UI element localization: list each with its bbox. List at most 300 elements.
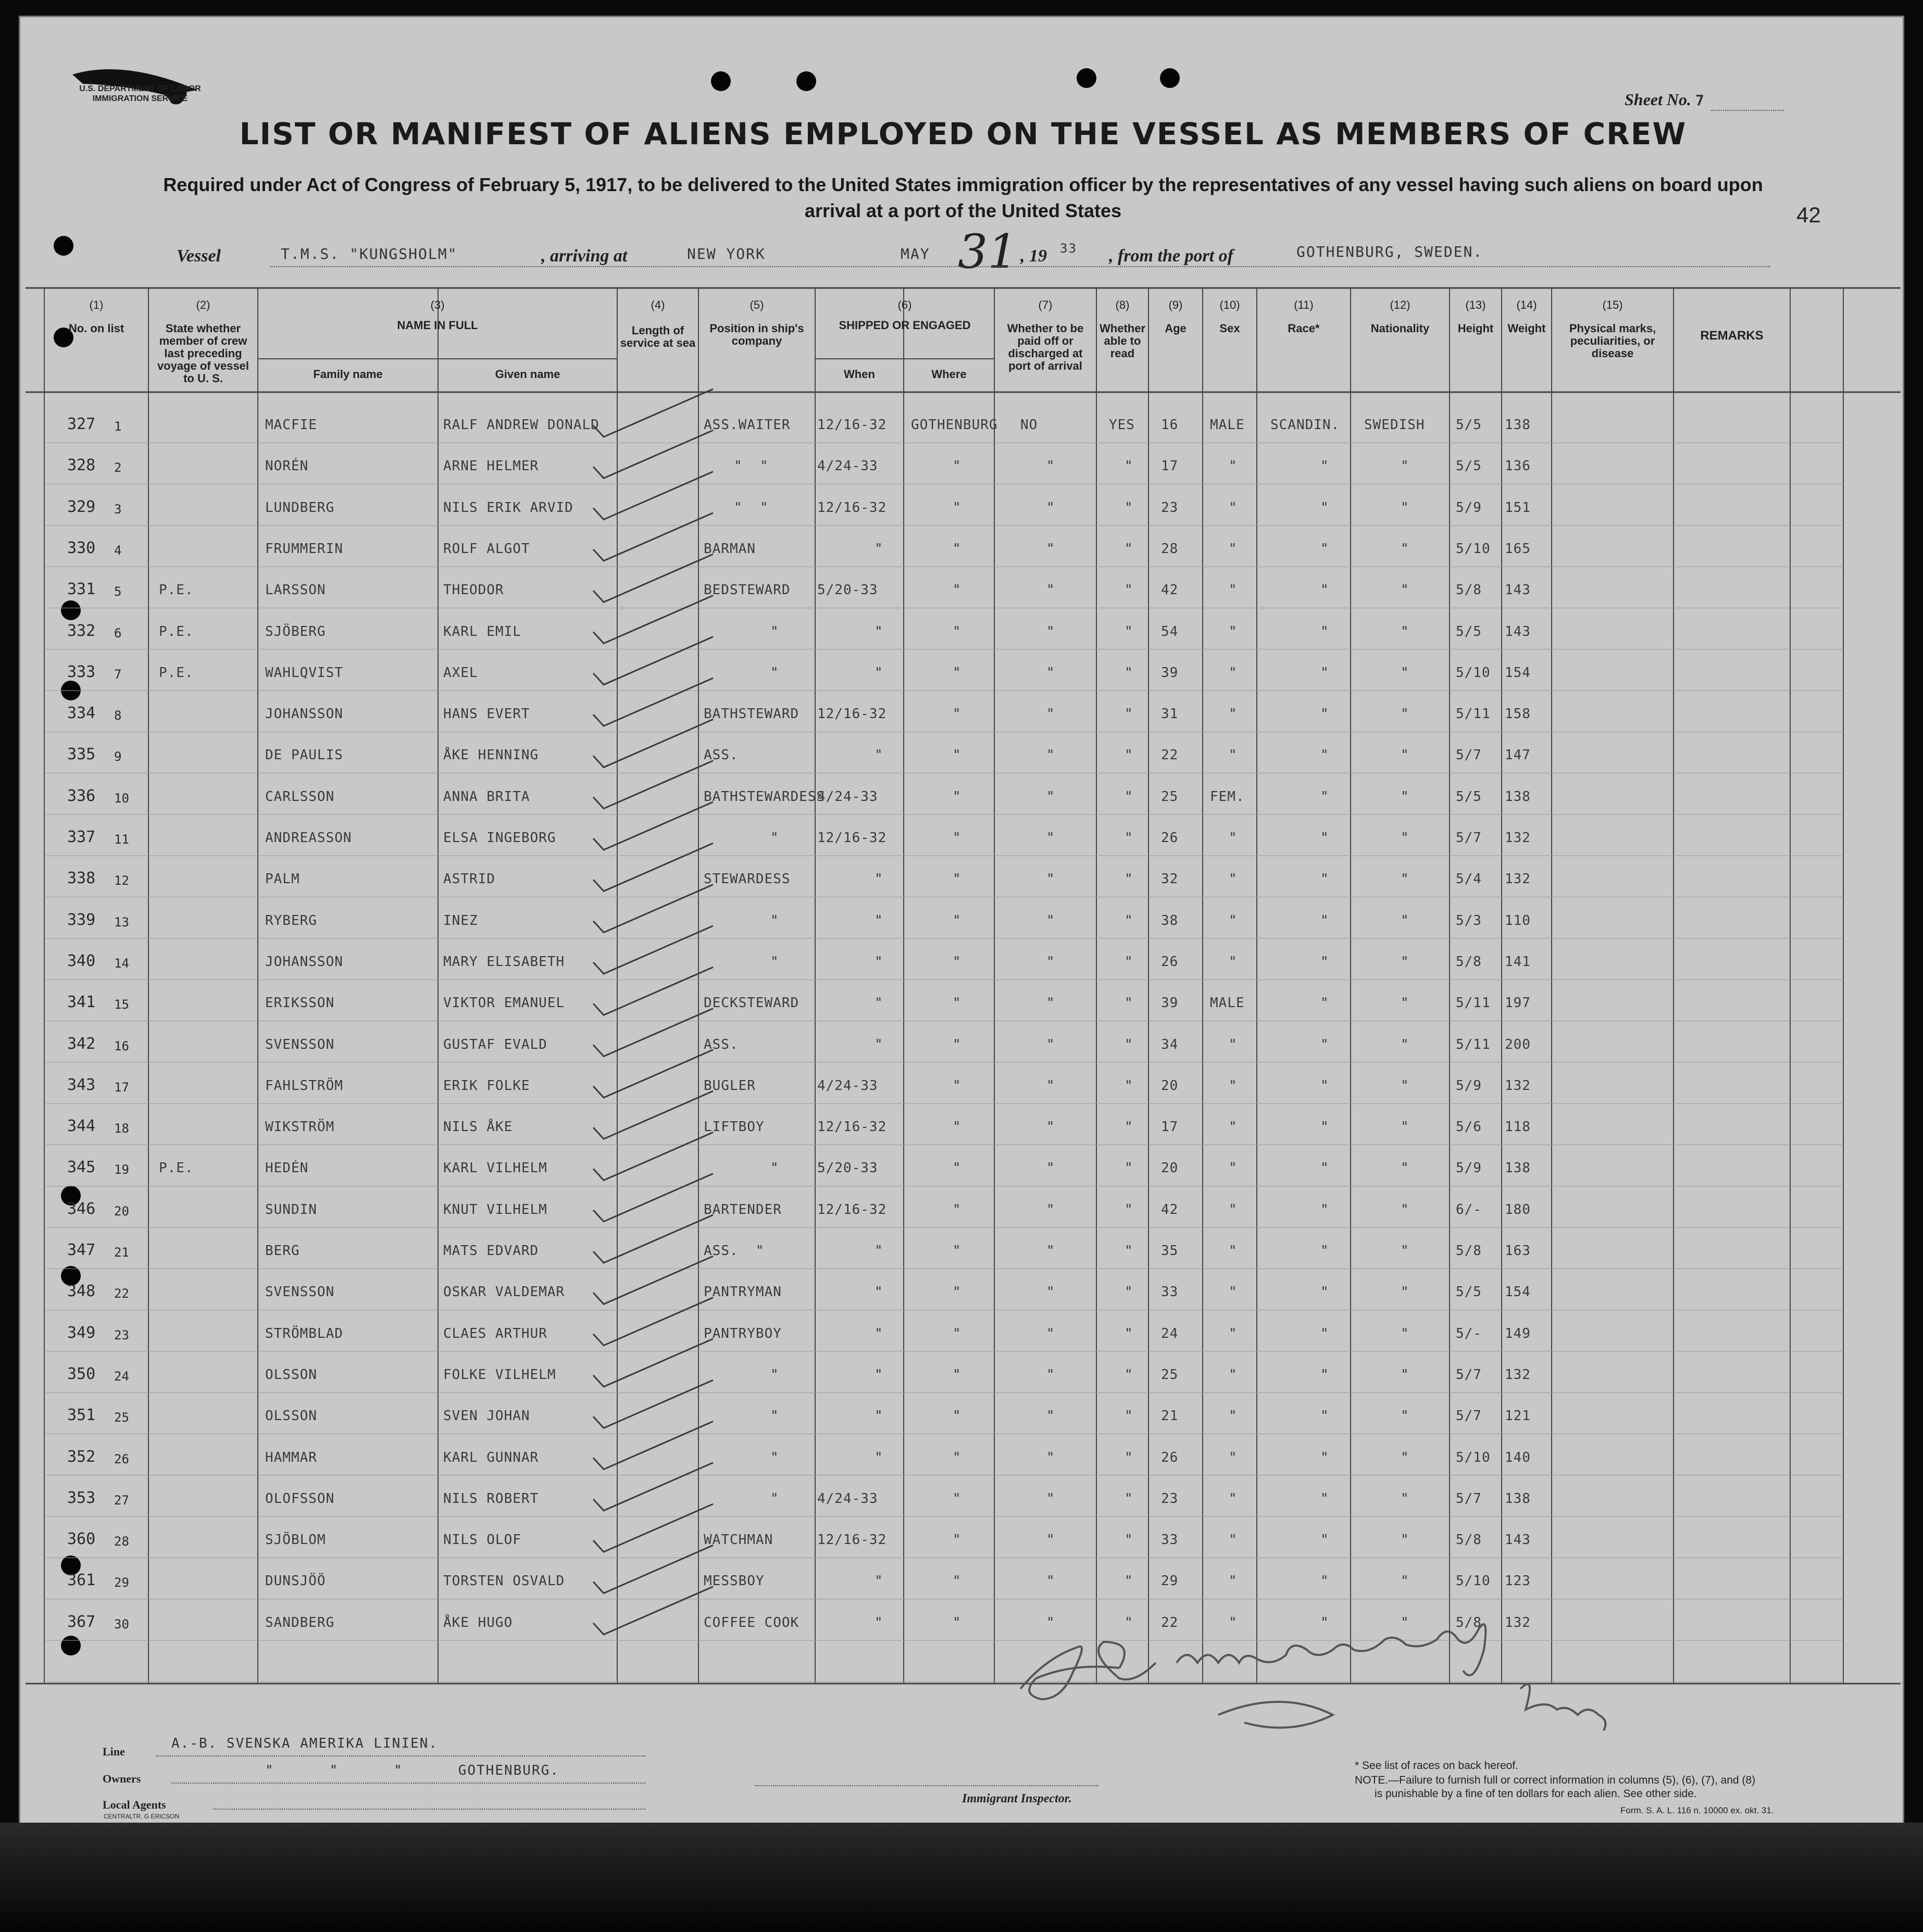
age-cell: 23 xyxy=(1161,1490,1179,1507)
list-number: 4 xyxy=(114,543,122,558)
position-cell: " xyxy=(770,1449,779,1465)
service-name: IMMIGRATION SERVICE xyxy=(92,94,188,103)
shipped-where-cell: " xyxy=(953,1408,962,1424)
given-name-cell: KNUT VILHELM xyxy=(443,1201,547,1218)
margin-number: 349 xyxy=(67,1323,96,1342)
race-cell: " xyxy=(1320,1077,1329,1094)
position-cell: " xyxy=(770,1160,779,1176)
shipped-when-cell: " xyxy=(875,912,883,929)
height-cell: 5/5 xyxy=(1456,623,1482,639)
shipped-when-cell: " xyxy=(875,1366,883,1383)
sex-cell: " xyxy=(1229,1036,1238,1052)
subtitle-line-2: arrival at a port of the United States xyxy=(804,200,1122,221)
weight-cell: 154 xyxy=(1505,664,1531,681)
sex-cell: " xyxy=(1229,830,1238,846)
able-to-read-cell: " xyxy=(1125,664,1133,681)
family-name-cell: ERIKSSON xyxy=(265,995,335,1011)
race-cell: " xyxy=(1320,499,1329,516)
race-cell: " xyxy=(1320,954,1329,970)
family-name-cell: FRUMMERIN xyxy=(265,541,343,557)
paid-off-cell: " xyxy=(1046,954,1055,970)
nationality-cell: " xyxy=(1401,623,1409,639)
able-to-read-cell: " xyxy=(1125,954,1133,970)
height-cell: 5/8 xyxy=(1456,1614,1482,1630)
family-name-cell: LUNDBERG xyxy=(265,499,335,516)
shipped-when-cell: 12/16-32 xyxy=(817,1119,887,1135)
nationality-cell: " xyxy=(1401,1325,1409,1341)
checkmark xyxy=(593,1091,713,1139)
paid-off-cell: " xyxy=(1046,541,1055,557)
inspector-signature xyxy=(1000,1611,1729,1746)
inspector-label: Immigrant Inspector. xyxy=(962,1792,1072,1805)
margin-number: 342 xyxy=(67,1034,96,1053)
checkmark xyxy=(593,885,713,933)
shipped-when-cell: " xyxy=(875,1325,883,1341)
arrival-day: 31 xyxy=(958,224,1018,279)
paid-off-cell: " xyxy=(1046,1449,1055,1465)
nationality-cell: " xyxy=(1401,1284,1409,1300)
position-cell: " " xyxy=(734,458,769,474)
column-header-label: Weight xyxy=(1507,322,1546,335)
race-cell: " xyxy=(1320,541,1329,557)
checkmark xyxy=(593,637,713,685)
able-to-read-cell: " xyxy=(1125,706,1133,722)
height-cell: 5/7 xyxy=(1456,830,1482,846)
shipped-when-cell: " xyxy=(875,1449,883,1465)
race-cell: " xyxy=(1320,1284,1329,1300)
able-to-read-cell: " xyxy=(1125,1077,1133,1094)
shipped-where-cell: " xyxy=(953,1366,962,1383)
paid-off-cell: " xyxy=(1046,1036,1055,1052)
paid-off-cell: NO xyxy=(1020,417,1038,433)
given-name-cell: ÅKE HUGO xyxy=(443,1614,513,1630)
sex-cell: " xyxy=(1229,499,1238,516)
shipped-where-cell: " xyxy=(953,1284,962,1300)
race-cell: " xyxy=(1320,1532,1329,1548)
shipped-when-cell: " xyxy=(875,1614,883,1630)
position-cell: BARMAN xyxy=(704,541,756,557)
column-number: (1) xyxy=(89,298,104,311)
weight-cell: 141 xyxy=(1505,954,1531,970)
family-name-cell: DE PAULIS xyxy=(265,747,343,763)
able-to-read-cell: " xyxy=(1125,1366,1133,1383)
race-cell: " xyxy=(1320,706,1329,722)
height-cell: 5/7 xyxy=(1456,1408,1482,1424)
arrival-month: MAY xyxy=(901,245,930,262)
race-cell: " xyxy=(1320,1325,1329,1341)
nationality-cell: " xyxy=(1401,1201,1409,1218)
race-cell: " xyxy=(1320,871,1329,887)
position-cell: ASS. " xyxy=(704,1243,765,1259)
able-to-read-cell: " xyxy=(1125,623,1133,639)
given-name-cell: RALF ANDREW DONALD xyxy=(443,417,600,433)
sex-cell: " xyxy=(1229,1366,1238,1383)
height-cell: 5/5 xyxy=(1456,788,1482,805)
line-dots xyxy=(156,1755,645,1757)
column-number: (3) xyxy=(430,298,445,311)
position-cell: " " xyxy=(734,499,769,516)
arrival-year: 33 xyxy=(1060,241,1077,256)
list-number: 20 xyxy=(114,1203,129,1219)
age-cell: 16 xyxy=(1161,417,1179,433)
column-header-label: Sex xyxy=(1219,322,1240,335)
column-header-label: State whether member of crew last preceding voyage of vessel to U. S. xyxy=(157,322,249,385)
subtitle-line-1: Required under Act of Congress of February 5, 1917, to be delivered to the United States immigration officer by the representatives of any vessel having such aliens on board upon xyxy=(163,174,1763,195)
position-cell: ASS. xyxy=(704,1036,739,1052)
agents-label: Local Agents xyxy=(103,1798,166,1811)
position-cell: " xyxy=(770,1366,779,1383)
race-cell: " xyxy=(1320,995,1329,1011)
paid-off-cell: " xyxy=(1046,1119,1055,1135)
height-cell: 5/8 xyxy=(1456,582,1482,598)
nationality-cell: " xyxy=(1401,458,1409,474)
given-name-cell: ASTRID xyxy=(443,871,495,887)
column-subheader: When xyxy=(844,368,875,381)
shipped-where-cell: " xyxy=(953,1036,962,1052)
shipped-when-cell: " xyxy=(875,871,883,887)
list-number: 9 xyxy=(114,749,122,764)
margin-number: 332 xyxy=(67,621,96,640)
shipped-where-cell: " xyxy=(953,1532,962,1548)
weight-cell: 118 xyxy=(1505,1119,1531,1135)
height-cell: 5/5 xyxy=(1456,1284,1482,1300)
height-cell: 5/7 xyxy=(1456,1366,1482,1383)
paid-off-cell: " xyxy=(1046,912,1055,929)
sex-cell: MALE xyxy=(1210,995,1245,1011)
margin-number: 347 xyxy=(67,1241,96,1259)
able-to-read-cell: " xyxy=(1125,995,1133,1011)
able-to-read-cell: YES xyxy=(1109,417,1135,433)
list-number: 26 xyxy=(114,1451,129,1466)
checkmark xyxy=(593,1380,713,1428)
margin-number: 340 xyxy=(67,951,96,970)
checkmark xyxy=(593,1339,713,1387)
race-cell: " xyxy=(1320,1119,1329,1135)
checkmark xyxy=(593,967,713,1015)
family-name-cell: JOHANSSON xyxy=(265,706,343,722)
weight-cell: 165 xyxy=(1505,541,1531,557)
shipped-where-cell: " xyxy=(953,1490,962,1507)
shipped-when-cell: 12/16-32 xyxy=(817,499,887,516)
age-cell: 42 xyxy=(1161,1201,1179,1218)
position-cell: " xyxy=(770,912,779,929)
given-name-cell: ARNE HELMER xyxy=(443,458,539,474)
checkmark xyxy=(593,1422,713,1470)
line-label: Line xyxy=(103,1745,125,1758)
shipped-when-cell: 5/20-33 xyxy=(817,1160,878,1176)
weight-cell: 138 xyxy=(1505,417,1531,433)
checkmark xyxy=(593,472,713,520)
margin-number: 335 xyxy=(67,745,96,764)
race-cell: " xyxy=(1320,912,1329,929)
nationality-cell: " xyxy=(1401,912,1409,929)
shipped-when-cell: " xyxy=(875,747,883,763)
column-header-label: REMARKS xyxy=(1700,329,1764,343)
weight-cell: 123 xyxy=(1505,1573,1531,1589)
column-header-label: Position in ship's company xyxy=(709,322,804,347)
family-name-cell: SVENSSON xyxy=(265,1036,335,1052)
nationality-cell: " xyxy=(1401,1573,1409,1589)
weight-cell: 180 xyxy=(1505,1201,1531,1218)
age-cell: 26 xyxy=(1161,1449,1179,1465)
penalty-note-2: is punishable by a fine of ten dollars for each alien. See other side. xyxy=(1375,1788,1697,1800)
family-name-cell: SUNDIN xyxy=(265,1201,317,1218)
form-number: Form. S. A. L. 116 n. 10000 ex. okt. 31. xyxy=(1620,1805,1774,1815)
able-to-read-cell: " xyxy=(1125,1325,1133,1341)
column-header-label: Length of service at sea xyxy=(620,324,696,349)
age-cell: 34 xyxy=(1161,1036,1179,1052)
weight-cell: 151 xyxy=(1505,499,1531,516)
weight-cell: 158 xyxy=(1505,706,1531,722)
paid-off-cell: " xyxy=(1046,458,1055,474)
race-cell: SCANDIN. xyxy=(1270,417,1340,433)
given-name-cell: ERIK FOLKE xyxy=(443,1077,530,1094)
sheet-label-text: Sheet No. xyxy=(1625,90,1691,109)
shipped-where-cell: " xyxy=(953,954,962,970)
margin-number: 338 xyxy=(67,869,96,888)
checkmark xyxy=(593,1587,713,1635)
column-header-label: Height xyxy=(1457,322,1494,335)
list-number: 1 xyxy=(114,419,122,434)
family-name-cell: SANDBERG xyxy=(265,1614,335,1630)
list-number: 23 xyxy=(114,1327,129,1343)
height-cell: 5/6 xyxy=(1456,1119,1482,1135)
margin-number: 333 xyxy=(67,662,96,681)
margin-number: 337 xyxy=(67,828,96,846)
list-number: 28 xyxy=(114,1534,129,1549)
height-cell: 6/- xyxy=(1456,1201,1482,1218)
shipped-when-cell: 12/16-32 xyxy=(817,830,887,846)
weight-cell: 121 xyxy=(1505,1408,1531,1424)
height-cell: 5/7 xyxy=(1456,1490,1482,1507)
given-name-cell: AXEL xyxy=(443,664,478,681)
shipped-when-cell: " xyxy=(875,1036,883,1052)
arriving-port: NEW YORK xyxy=(687,245,766,262)
given-name-cell: OSKAR VALDEMAR xyxy=(443,1284,565,1300)
paid-off-cell: " xyxy=(1046,1490,1055,1507)
weight-cell: 136 xyxy=(1505,458,1531,474)
margin-number: 343 xyxy=(67,1075,96,1094)
position-cell: ASS.WAITER xyxy=(704,417,791,433)
checkmark xyxy=(593,513,713,561)
owners-value: " " " GOTHENBURG. xyxy=(265,1763,559,1778)
age-cell: 20 xyxy=(1161,1160,1179,1176)
given-name-cell: ROLF ALGOT xyxy=(443,541,530,557)
height-cell: 5/10 xyxy=(1456,664,1491,681)
shipped-when-cell: 12/16-32 xyxy=(817,1532,887,1548)
sex-cell: " xyxy=(1229,1284,1238,1300)
age-cell: 33 xyxy=(1161,1284,1179,1300)
margin-number: 334 xyxy=(67,704,96,723)
able-to-read-cell: " xyxy=(1125,1532,1133,1548)
height-cell: 5/10 xyxy=(1456,1449,1491,1465)
shipped-where-cell: " xyxy=(953,541,962,557)
shipped-when-cell: 4/24-33 xyxy=(817,458,878,474)
age-cell: 26 xyxy=(1161,830,1179,846)
shipped-where-cell: " xyxy=(953,1077,962,1094)
family-name-cell: WIKSTRÖM xyxy=(265,1119,335,1135)
position-cell: BATHSTEWARD xyxy=(704,706,800,722)
column-number: (15) xyxy=(1602,298,1623,311)
weight-cell: 132 xyxy=(1505,1366,1531,1383)
age-cell: 42 xyxy=(1161,582,1179,598)
given-name-cell: CLAES ARTHUR xyxy=(443,1325,547,1341)
nationality-cell: " xyxy=(1401,747,1409,763)
margin-number: 330 xyxy=(67,538,96,557)
weight-cell: 138 xyxy=(1505,1160,1531,1176)
sex-cell: " xyxy=(1229,541,1238,557)
height-cell: 5/11 xyxy=(1456,1036,1491,1052)
list-number: 7 xyxy=(114,667,122,682)
checkmark xyxy=(593,389,713,437)
shipped-when-cell: 4/24-33 xyxy=(817,1490,878,1507)
margin-number: 329 xyxy=(67,497,96,516)
shipped-where-cell: " xyxy=(953,458,962,474)
able-to-read-cell: " xyxy=(1125,1036,1133,1052)
shipped-when-cell: 5/20-33 xyxy=(817,582,878,598)
nationality-cell: " xyxy=(1401,1408,1409,1424)
list-number: 24 xyxy=(114,1369,129,1384)
height-cell: 5/8 xyxy=(1456,1243,1482,1259)
family-name-cell: BERG xyxy=(265,1243,300,1259)
owners-dots xyxy=(171,1783,645,1784)
given-name-cell: KARL VILHELM xyxy=(443,1160,547,1176)
paid-off-cell: " xyxy=(1046,1284,1055,1300)
given-name-cell: MATS EDVARD xyxy=(443,1243,539,1259)
list-number: 5 xyxy=(114,584,122,599)
column-number: (6) xyxy=(897,298,912,311)
margin-number: 360 xyxy=(67,1530,96,1549)
shipped-where-cell: " xyxy=(953,747,962,763)
paid-off-cell: " xyxy=(1046,747,1055,763)
shipped-where-cell: GOTHENBURG xyxy=(911,417,998,433)
checkmark xyxy=(593,1050,713,1098)
shipped-where-cell: " xyxy=(953,1573,962,1589)
sex-cell: " xyxy=(1229,747,1238,763)
from-port: GOTHENBURG, SWEDEN. xyxy=(1296,243,1483,260)
shipped-when-cell: " xyxy=(875,1408,883,1424)
position-cell: " xyxy=(770,954,779,970)
shipped-where-cell: " xyxy=(953,1119,962,1135)
paid-off-cell: " xyxy=(1046,1614,1055,1630)
sex-cell: " xyxy=(1229,623,1238,639)
family-name-cell: OLOFSSON xyxy=(265,1490,335,1507)
paid-off-cell: " xyxy=(1046,1201,1055,1218)
sex-cell: " xyxy=(1229,1201,1238,1218)
sex-cell: " xyxy=(1229,1243,1238,1259)
column-subheader: Given name xyxy=(495,368,560,381)
position-cell: PANTRYMAN xyxy=(704,1284,782,1300)
checkmark xyxy=(593,1463,713,1511)
given-name-cell: INEZ xyxy=(443,912,478,929)
race-cell: " xyxy=(1320,1160,1329,1176)
height-cell: 5/9 xyxy=(1456,499,1482,516)
race-cell: " xyxy=(1320,623,1329,639)
family-name-cell: RYBERG xyxy=(265,912,317,929)
shipped-where-cell: " xyxy=(953,871,962,887)
shipped-where-cell: " xyxy=(953,664,962,681)
shipped-where-cell: " xyxy=(953,830,962,846)
list-number: 18 xyxy=(114,1121,129,1136)
nationality-cell: " xyxy=(1401,1160,1409,1176)
position-cell: " xyxy=(770,830,779,846)
weight-cell: 132 xyxy=(1505,871,1531,887)
given-name-cell: FOLKE VILHELM xyxy=(443,1366,556,1383)
position-cell: BARTENDER xyxy=(704,1201,782,1218)
height-cell: 5/11 xyxy=(1456,995,1491,1011)
weight-cell: 197 xyxy=(1505,995,1531,1011)
height-cell: 5/5 xyxy=(1456,417,1482,433)
shipped-where-cell: " xyxy=(953,623,962,639)
list-number: 21 xyxy=(114,1245,129,1260)
paid-off-cell: " xyxy=(1046,1408,1055,1424)
nationality-cell: " xyxy=(1401,499,1409,516)
weight-cell: 149 xyxy=(1505,1325,1531,1341)
list-number: 22 xyxy=(114,1286,129,1301)
shipped-when-cell: 12/16-32 xyxy=(817,706,887,722)
age-cell: 26 xyxy=(1161,954,1179,970)
column-number: (10) xyxy=(1219,298,1240,311)
list-number: 10 xyxy=(114,791,129,806)
family-name-cell: LARSSON xyxy=(265,582,326,598)
service-checkmarks xyxy=(20,17,1906,1829)
position-cell: COFFEE COOK xyxy=(704,1614,800,1630)
height-cell: 5/5 xyxy=(1456,458,1482,474)
age-cell: 35 xyxy=(1161,1243,1179,1259)
race-cell: " xyxy=(1320,1201,1329,1218)
list-number: 29 xyxy=(114,1575,129,1590)
age-cell: 17 xyxy=(1161,458,1179,474)
shipped-where-cell: " xyxy=(953,1243,962,1259)
margin-number: 344 xyxy=(67,1117,96,1136)
family-name-cell: CARLSSON xyxy=(265,788,335,805)
sex-cell: " xyxy=(1229,1449,1238,1465)
able-to-read-cell: " xyxy=(1125,458,1133,474)
list-number: 19 xyxy=(114,1162,129,1177)
column-header-label: Physical marks, peculiarities, or disease xyxy=(1569,322,1656,360)
family-name-cell: WAHLQVIST xyxy=(265,664,343,681)
paid-off-cell: " xyxy=(1046,706,1055,722)
height-cell: 5/- xyxy=(1456,1325,1482,1341)
weight-cell: 132 xyxy=(1505,830,1531,846)
height-cell: 5/10 xyxy=(1456,541,1491,557)
shipped-when-cell: 4/24-33 xyxy=(817,1077,878,1094)
age-cell: 31 xyxy=(1161,706,1179,722)
sex-cell: " xyxy=(1229,706,1238,722)
weight-cell: 147 xyxy=(1505,747,1531,763)
shipped-when-cell: " xyxy=(875,623,883,639)
weight-cell: 163 xyxy=(1505,1243,1531,1259)
shipped-when-cell: " xyxy=(875,1243,883,1259)
margin-number: 351 xyxy=(67,1406,96,1425)
list-number: 25 xyxy=(114,1410,129,1425)
sex-cell: FEM. xyxy=(1210,788,1245,805)
given-name-cell: NILS ROBERT xyxy=(443,1490,539,1507)
column-header-label: Whether able to read xyxy=(1100,322,1145,360)
weight-cell: 132 xyxy=(1505,1077,1531,1094)
nationality-cell: " xyxy=(1401,1243,1409,1259)
race-cell: " xyxy=(1320,1490,1329,1507)
vessel-name: T.M.S. "KUNGSHOLM" xyxy=(281,245,458,262)
paid-off-cell: " xyxy=(1046,1160,1055,1176)
able-to-read-cell: " xyxy=(1125,1449,1133,1465)
age-cell: 22 xyxy=(1161,1614,1179,1630)
race-cell: " xyxy=(1320,1449,1329,1465)
position-cell: LIFTBOY xyxy=(704,1119,765,1135)
family-name-cell: HEDÉN xyxy=(265,1160,309,1176)
list-number: 15 xyxy=(114,997,129,1012)
paid-off-cell: " xyxy=(1046,830,1055,846)
